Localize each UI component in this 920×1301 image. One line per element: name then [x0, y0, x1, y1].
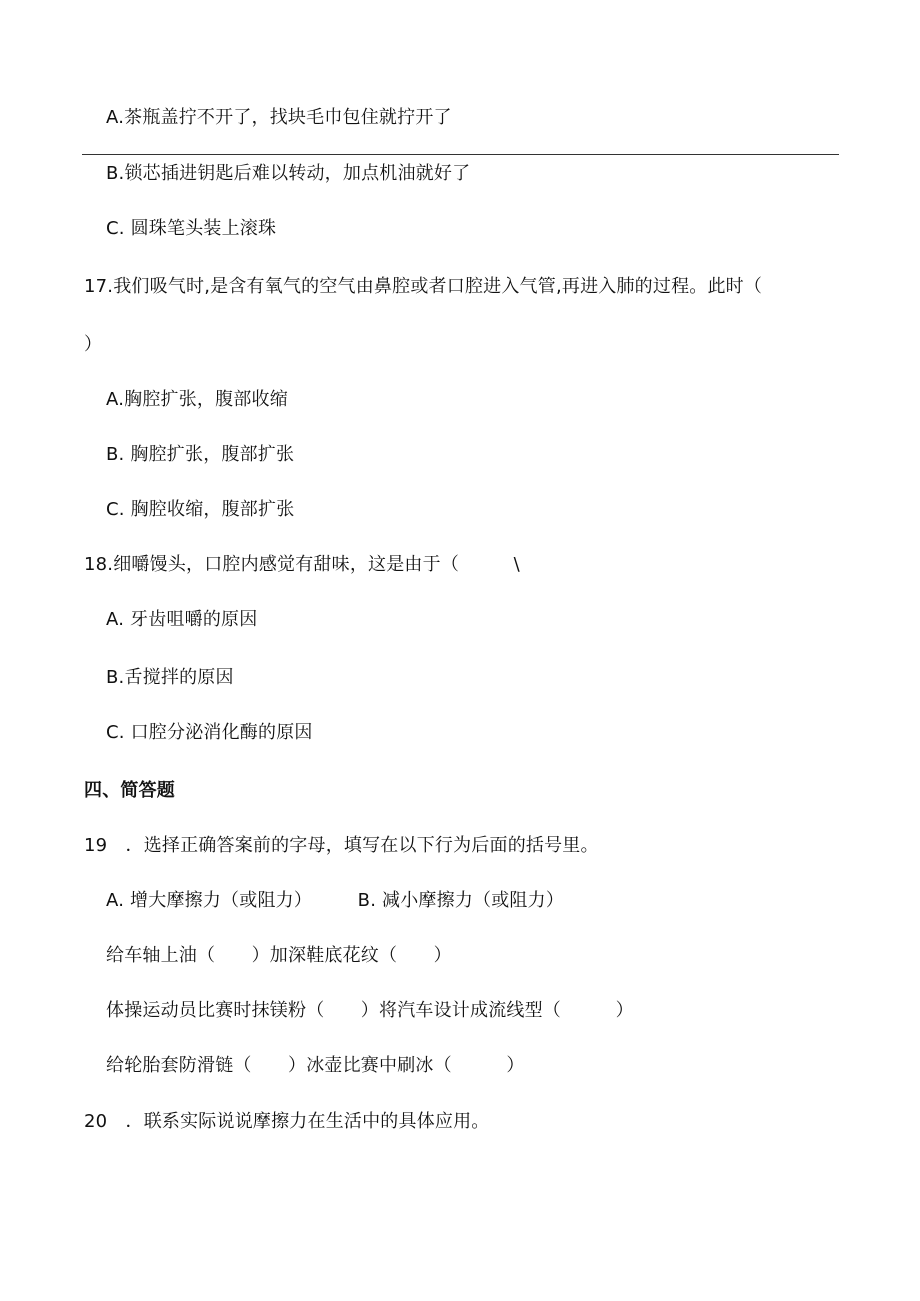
q17-option-b: B. 胸腔扩张，腹部扩张: [106, 444, 295, 465]
q16-option-c: C. 圆珠笔头装上滚珠: [106, 218, 277, 239]
q18-option-a: A. 牙齿咀嚼的原因: [106, 609, 258, 630]
q18-stem: 18.细嚼馒头，口腔内感觉有甜味，这是由于（ \: [84, 554, 520, 575]
q18-option-c: C. 口腔分泌消化酶的原因: [106, 722, 313, 743]
q20-stem: 20 ．联系实际说说摩擦力在生活中的具体应用。: [84, 1111, 490, 1132]
q16-option-b: B.锁芯插进钥匙后难以转动，加点机油就好了: [106, 163, 471, 184]
q18-option-b: B.舌搅拌的原因: [106, 667, 234, 688]
section-title: 四、简答题: [84, 780, 175, 801]
q19-row-3: 给轮胎套防滑链（ ）冰壶比赛中刷冰（ ）: [106, 1055, 525, 1076]
q17-option-c: C. 胸腔收缩，腹部扩张: [106, 499, 295, 520]
q17-stem-line1: 17.我们吸气时,是含有氧气的空气由鼻腔或者口腔进入气管,再进入肺的过程。此时（: [84, 276, 763, 297]
q17-option-a: A.胸腔扩张，腹部收缩: [106, 389, 288, 410]
q19-stem: 19 ．选择正确答案前的字母，填写在以下行为后面的括号里。: [84, 835, 599, 856]
divider-line: [82, 154, 839, 155]
q19-options: A. 增大摩擦力（或阻力） B. 减小摩擦力（或阻力）: [106, 890, 565, 911]
q19-row-1: 给车轴上油（ ）加深鞋底花纹（ ）: [106, 945, 452, 966]
q16-option-a: A.茶瓶盖拧不开了，找块毛巾包住就拧开了: [106, 107, 452, 128]
q19-row-2: 体操运动员比赛时抹镁粉（ ）将汽车设计成流线型（ ）: [106, 1000, 634, 1021]
q17-stem-line2: ）: [84, 334, 103, 355]
